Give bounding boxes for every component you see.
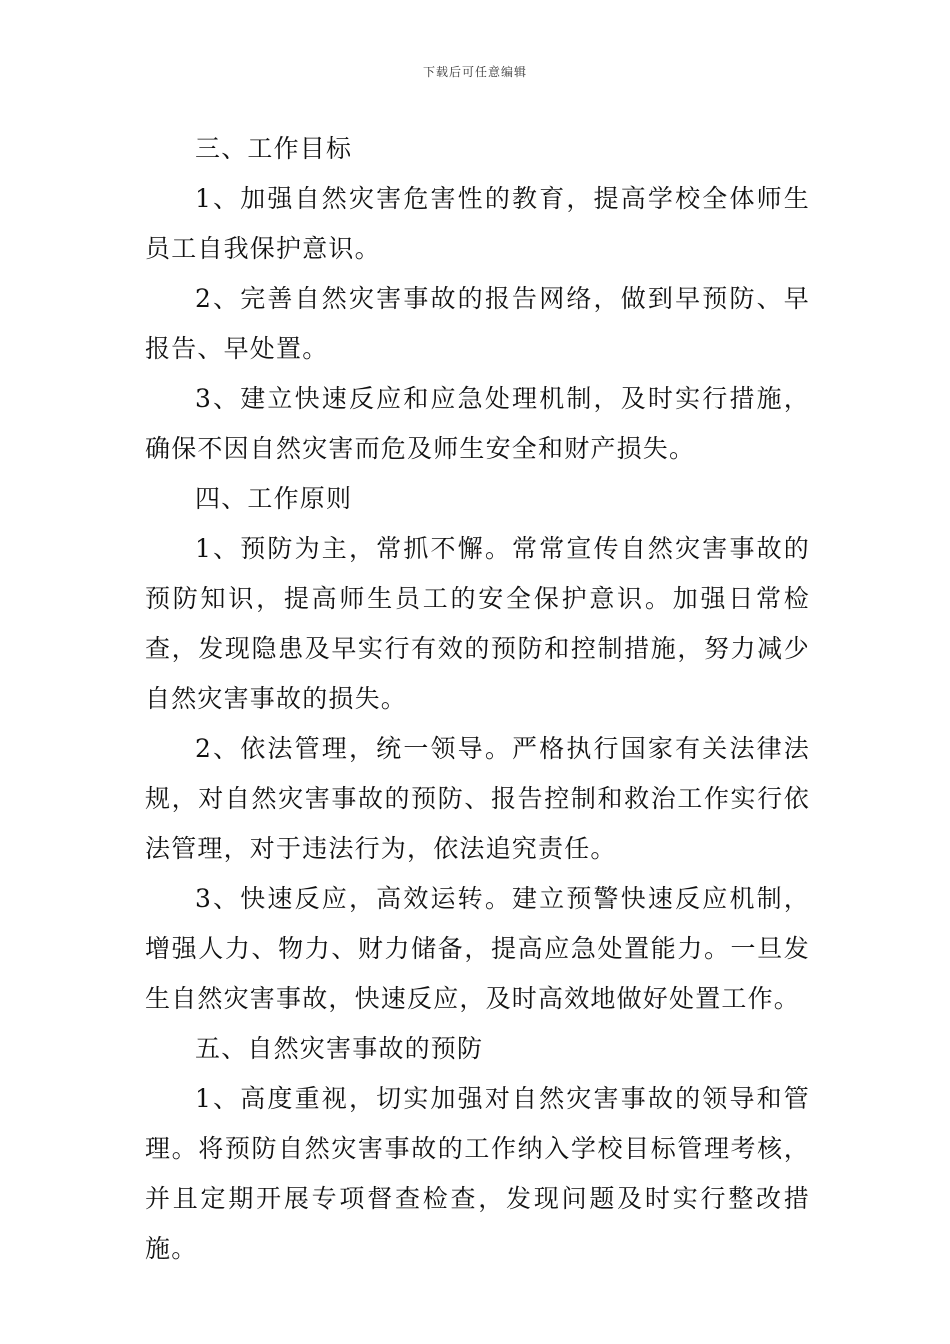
- section-heading-work-goals: 三、工作目标: [195, 134, 353, 163]
- paragraph-goal-2: 2、完善自然灾害事故的报告网络，做到早预防、早报告、早处置。: [145, 284, 810, 363]
- paragraph-goal-1: 1、加强自然灾害危害性的教育，提高学校全体师生员工自我保护意识。: [145, 184, 810, 263]
- paragraph-principle-1: 1、预防为主，常抓不懈。常常宣传自然灾害事故的预防知识，提高师生员工的安全保护意识。加强日常检查，发现隐患及早实行有效的预防和控制措施，努力减少自然灾害事故的损失。: [145, 534, 810, 713]
- document-body: [145, 124, 810, 1274]
- page-header: 下载后可任意编辑: [422, 65, 527, 79]
- section-heading-work-principles: 四、工作原则: [195, 484, 353, 513]
- paragraph-prevention-1: 1、高度重视，切实加强对自然灾害事故的领导和管理。将预防自然灾害事故的工作纳入学校目标管理考核，并且定期开展专项督查检查，发现问题及时实行整改措施。: [145, 1084, 810, 1263]
- section-heading-disaster-prevention: 五、自然灾害事故的预防: [195, 1034, 484, 1063]
- paragraph-goal-3: 3、建立快速反应和应急处理机制，及时实行措施，确保不因自然灾害而危及师生安全和财产损失。: [145, 384, 810, 463]
- paragraph-principle-2: 2、依法管理，统一领导。严格执行国家有关法律法规，对自然灾害事故的预防、报告控制和救治工作实行依法管理，对于违法行为，依法追究责任。: [145, 734, 810, 863]
- paragraph-principle-3: 3、快速反应，高效运转。建立预警快速反应机制，增强人力、物力、财力储备，提高应急处置能力。一旦发生自然灾害事故，快速反应，及时高效地做好处置工作。: [145, 884, 810, 1013]
